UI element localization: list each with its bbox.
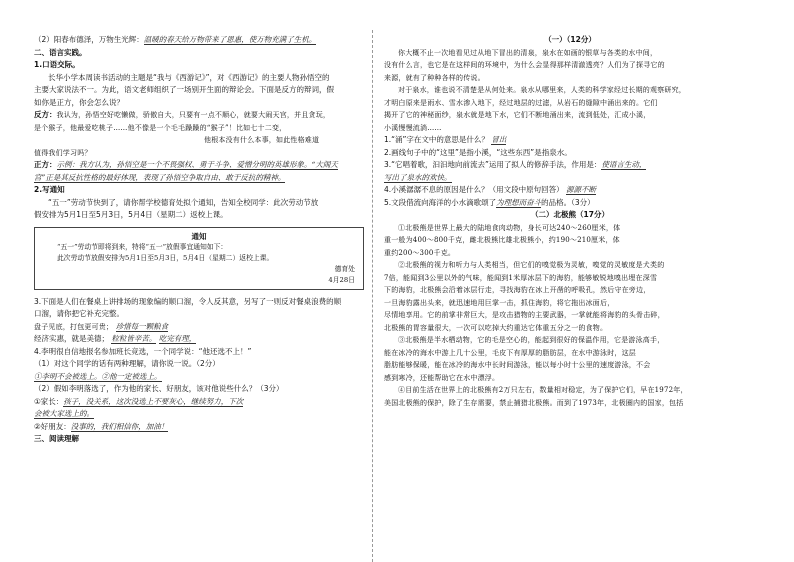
text-line: 盘子见底，打包更可贵； 珍惜每一颗粮食 [34, 321, 169, 331]
text-line: 主要大家说法不一。为此，语文老师组织了一场别开生面的辩论会。下面是反方的辩词，假 [34, 85, 334, 94]
text-line: 重一般为400～800千克，雌北极熊比雄北极熊小，约190～210厘米，体 [384, 236, 620, 244]
text-line: 4.李明很自信地报名参加班长竞选，一个同学说：“他还选不上！” [34, 346, 252, 356]
text-line: 下的海豹，北极熊会沿着冰层行走，寻找海豹在冰上开凿的呼吸孔，然后守在旁边， [384, 286, 651, 294]
text-line: 会被大家选上的。 [34, 409, 94, 418]
text-line: 对于泉水，谁也说不清楚是从何处来。泉水从哪里来，人类的科学家经过长期的观察研究， [398, 86, 686, 94]
text-line: 2.画线句子中的“这里”是指小溪，“这些东西”是指泉水。 [384, 147, 572, 157]
question-heading: 2.写通知 [34, 185, 65, 194]
text-line: ①李明不会被选上。②他一定被选上。 [34, 371, 162, 381]
text-line: （2）阳春布德泽，万物生光辉：温暖的春天给万物带来了恩惠，使万物充满了生机。 [34, 35, 317, 44]
notice-line: “五一”劳动节即将到来，特将“五一”放假事宜通知如下： [57, 242, 228, 251]
question-heading: 1.口语交际。 [34, 60, 80, 69]
notice-date: 4月28日 [328, 275, 355, 284]
text-line: 没有什么言，也它是在这样间的环境中，为什么会显得那样清澈透亮？人们为了探寻它的 [384, 61, 665, 69]
text-line: 3.“它唱着歌，汩汩地向前流去”运用了拟人的修辞手法，作用是：使语言生动， [384, 160, 647, 169]
text-line: 值得我们学习吗？ [34, 148, 92, 157]
text-line: 重约200～300千克。 [384, 248, 456, 257]
text-line: “五一”劳动节快到了，请你帮学校德育处拟个通知，告知全校同学：此次劳动节放 [48, 197, 319, 207]
text-line: 7倍，能闻到3公里以外的气味，能闻到1米厚冰层下的海豹，能够敏锐地嗅出埋在深雪 [384, 273, 658, 282]
text-line: ②北极熊的视力和听力与人类相当，但它们的嗅觉极为灵敏，嗅觉的灵敏度是犬类的 [398, 261, 665, 269]
text-line: ①北极熊是世界上最大的陆地食肉动物，身长可达240～260厘米，体 [398, 223, 621, 232]
text-line: 经济实惠，就是美德； 粒粒皆辛苦。 吃完有理， [34, 334, 197, 343]
text-line: 你大概不止一次地看见过从地下冒出的清泉，泉水在如画的银草与各类的水中间， [398, 48, 658, 57]
passage-heading: （二）北极熊（17分） [531, 210, 609, 219]
text-line: 3.下面是人们在餐桌上讲排场的现象编的顺口溜，令人反其意，另写了一则反对餐桌浪费的顺 [34, 296, 342, 306]
text-line: 宫”正是其反抗性格的最好体现，表现了孙悟空争取自由、敢于反抗的精神。 [34, 172, 286, 182]
text-line: 一旦海豹露出头来，就迅速地用巨掌一击，抓住海豹，将它拖出冰面后， [384, 298, 615, 307]
text-line: 来源，就有了种种各样的传说。 [384, 73, 485, 82]
text-line: （2）假如李明落选了，作为他的家长、好朋友，该对他说些什么？（3分） [34, 384, 284, 393]
column-divider [372, 30, 373, 562]
text-line: 假安排为5月1日至5月3日，5月4日（星期二）返校上课。 [34, 210, 228, 219]
text-line: 1.“涌”字在文中的意思是什么？ 冒出 [384, 135, 507, 144]
text-line: 正方：示例：我方认为，孙悟空是一个不畏强权、勇于斗争、爱憎分明的英雄形象。“大闹天 [34, 160, 338, 169]
notice-title: 通知 [191, 231, 207, 241]
text-line: 感到寒冷，还能帮助它在水中漂浮。 [384, 373, 500, 382]
text-line: （1）对这个同学的话有两种理解，请你说一说。（2分） [34, 359, 220, 368]
text-line: 尽情地享用。它的前掌非常巨大，是攻击猎物的主要武器，一掌就能将海豹的头骨击碎， [384, 311, 665, 319]
text-line: 口溜，请你把它补充完整。 [34, 309, 124, 318]
text-line: ②好朋友：没事的，我们相信你，加油！ [34, 421, 169, 431]
text-line: 才明白原来是雨水、雪水渗入地下，经过地层的过滤，从岩石的缝隙中涌出来的。它们 [384, 98, 658, 107]
text-line: 脂肪能够保暖，能在冰冷的海水中长时间游泳，能以每小时十公里的速度游泳，不会 [384, 361, 651, 369]
text-line: 如你是正方，你会怎么说？ [34, 97, 124, 107]
notice-signature: 德育处 [334, 264, 355, 273]
text-line: 反方：我认为，孙悟空好吃懒做，骄傲自大，只要有一点不顺心，就要大闹天宫，并且贪玩， [34, 110, 331, 119]
text-line: 长华小学本周读书活动的主题是“我与《西游记》”，对《西游记》的主要人物孙悟空的 [48, 72, 330, 82]
text-line: 4.小溪潺潺不息的原因是什么？（用文段中原句回答） 源源不断 [384, 185, 597, 194]
text-line: ①家长：孩子，没关系，这次没选上不要灰心，继续努力，下次 [34, 396, 244, 406]
text-line: ④目前生活在世界上的北极熊有2万只左右，数量相对稳定，为了保护它们，早在1972年， [398, 386, 688, 394]
notice-line: 此次劳动节放假安排为5月1日至5月3日，5月4日（星期二）返校上课。 [57, 253, 274, 262]
notice-box [34, 227, 364, 290]
text-line: 他根本没有什么本事，如此性格难道 [204, 136, 320, 144]
text-line: 揭开了它的神秘面纱，泉水就是地下水，它们不断地涌出来，流到低处，汇成小溪， [384, 111, 651, 119]
text-line: 北极熊的胃容量很大，一次可以吃掉大约重达它体重五分之一的食物。 [384, 323, 608, 332]
section-heading: 二、语言实践。 [34, 47, 87, 57]
passage-heading: （一）（12分） [544, 35, 596, 44]
text-line: 是个猴子，他最爱吃桃子……他不像是一个毛毛躁躁的“猴子”！比如七十二变， [34, 123, 287, 132]
right-column [384, 34, 756, 554]
left-column [34, 34, 364, 554]
text-line: 美国北极熊的保护，除了生存需要，禁止捕猎北极熊。而到了1973年，北极圈内的国家，包括 [384, 398, 684, 407]
section-heading: 三、阅读理解 [34, 434, 79, 443]
text-line: 5.文段借流向海洋的小水滴歌颂了为理想而奋斗的品格。（3分） [384, 197, 595, 207]
text-line: ③北极熊是半水栖动物，它的毛是空心的，能起到很好的保温作用，它是游泳高手， [398, 336, 665, 344]
text-line: 小溪慢慢流淌…… [384, 123, 442, 132]
text-line: 写出了泉水的欢快。 [384, 172, 452, 182]
text-line: 能在冰冷的海水中游上几十公里，毛皮下有厚厚的脂肪层，在水中游泳时，这层 [384, 348, 636, 357]
